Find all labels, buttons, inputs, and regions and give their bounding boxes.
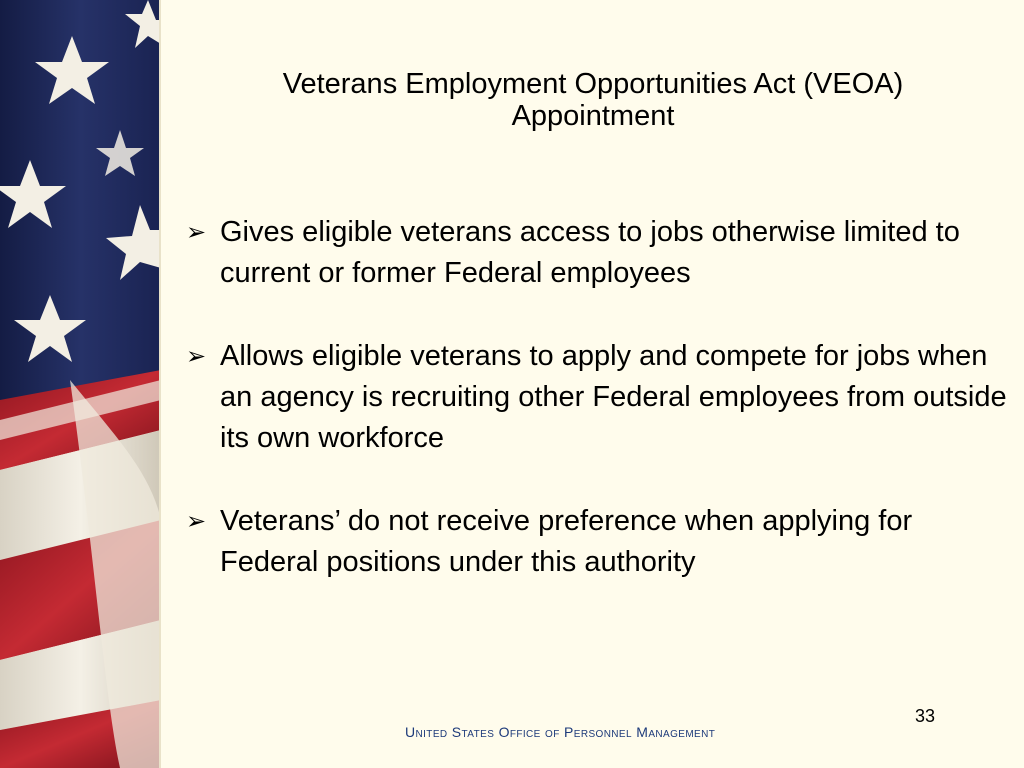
bullet-text: Gives eligible veterans access to jobs otherwise limited to current or former Federal employees	[220, 216, 960, 289]
page-number: 33	[914, 706, 936, 726]
flag-divider	[159, 0, 161, 768]
arrow-bullet-icon: ➢	[186, 508, 207, 535]
bullet-text: Allows eligible veterans to apply and compete for jobs when an agency is recruiting other Federal employees from outside its own workforce	[220, 340, 1007, 454]
footer-org-name: United States Office of Personnel Management	[405, 724, 716, 740]
slide-title-line-2: Appointment	[511, 100, 675, 132]
bullet-list	[180, 212, 1010, 625]
arrow-bullet-icon: ➢	[186, 343, 207, 370]
slide-title-line-1: Veterans Employment Opportunities Act (VEOA)	[282, 68, 904, 100]
arrow-bullet-icon: ➢	[186, 219, 207, 246]
slide-title	[180, 68, 1006, 132]
flag-image	[0, 0, 161, 768]
bullet-item	[180, 501, 1010, 583]
bullet-text: Veterans’ do not receive preference when applying for Federal positions under this authority	[220, 505, 913, 578]
bullet-item	[180, 212, 1010, 294]
bullet-item	[180, 336, 1010, 459]
